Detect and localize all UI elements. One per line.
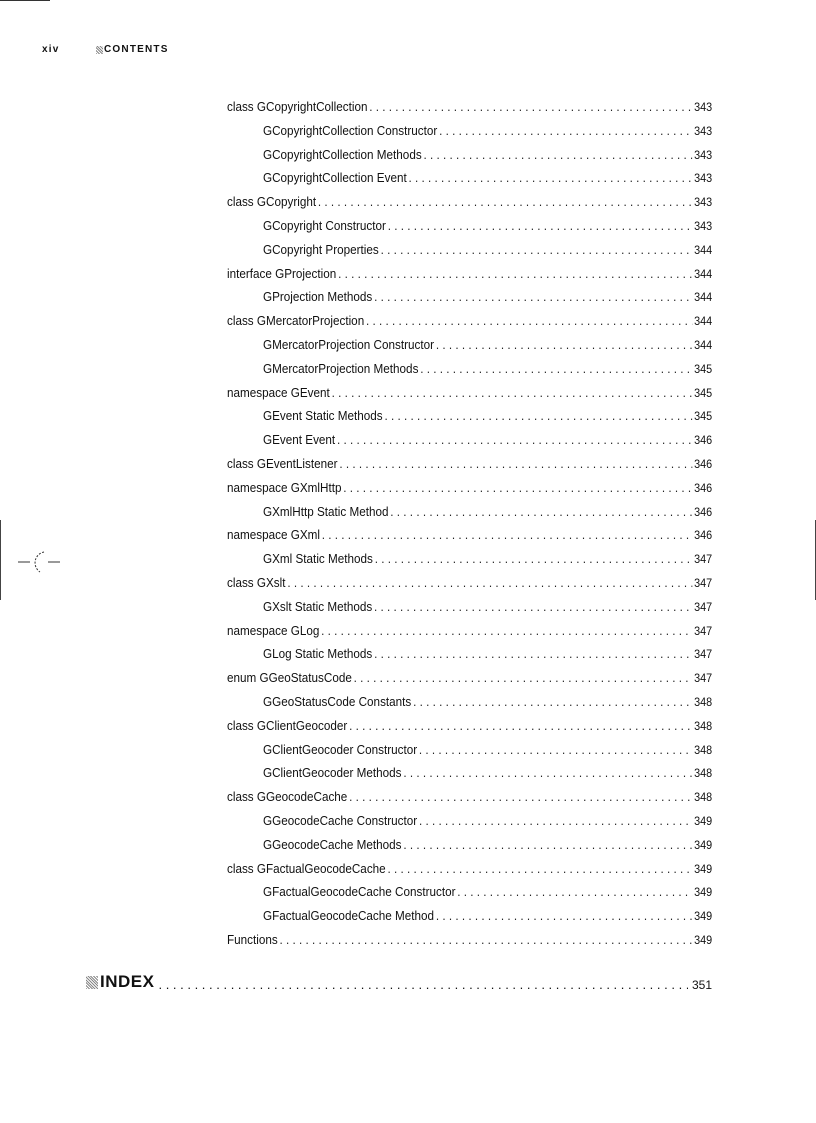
toc-page-number: 347 bbox=[694, 575, 713, 590]
toc-entry-label: GGeocodeCache Constructor bbox=[263, 812, 418, 828]
toc-subentry[interactable] bbox=[227, 336, 712, 360]
dot-leader bbox=[413, 693, 692, 711]
toc-entry-label: GCopyrightCollection Event bbox=[263, 170, 407, 186]
toc-entry[interactable] bbox=[227, 265, 712, 289]
toc-entry-label: GXml Static Methods bbox=[263, 551, 373, 567]
toc-page-number: 347 bbox=[694, 623, 713, 638]
dot-leader bbox=[369, 98, 692, 116]
toc-page-number: 344 bbox=[694, 314, 713, 329]
toc-page-number: 346 bbox=[694, 456, 713, 471]
toc-subentry[interactable] bbox=[227, 431, 712, 455]
toc-entry-label: class GClientGeocoder bbox=[227, 717, 348, 733]
toc-entry-label: GProjection Methods bbox=[263, 289, 373, 305]
left-crop-mark bbox=[0, 520, 1, 600]
toc-entry[interactable] bbox=[227, 669, 712, 693]
toc-entry-label: GCopyright Properties bbox=[263, 241, 379, 257]
dot-leader bbox=[322, 526, 692, 544]
toc-entry-label: GFactualGeocodeCache Method bbox=[263, 908, 435, 924]
toc-entry[interactable] bbox=[227, 788, 712, 812]
toc-page-number: 349 bbox=[694, 909, 713, 924]
toc-subentry[interactable] bbox=[227, 360, 712, 384]
dot-leader bbox=[374, 288, 692, 306]
toc-subentry[interactable] bbox=[227, 217, 712, 241]
toc-entry-label: GCopyrightCollection Constructor bbox=[263, 122, 438, 138]
toc-page-number: 348 bbox=[694, 742, 713, 757]
toc-page-number: 348 bbox=[694, 766, 713, 781]
toc-subentry[interactable] bbox=[227, 693, 712, 717]
toc-entry-label: namespace GXml bbox=[227, 527, 320, 543]
toc-entry-label: class GFactualGeocodeCache bbox=[227, 860, 386, 876]
toc-subentry[interactable] bbox=[227, 503, 712, 527]
toc-page-number: 349 bbox=[694, 861, 713, 876]
toc-entry-label: class GCopyrightCollection bbox=[227, 99, 368, 114]
toc-entry-label: interface GProjection bbox=[227, 265, 337, 281]
toc-subentry[interactable] bbox=[227, 146, 712, 170]
toc-subentry[interactable] bbox=[227, 241, 712, 265]
dot-leader bbox=[436, 336, 692, 354]
toc-entry-label: class GEventListener bbox=[227, 455, 338, 471]
registration-mark-icon bbox=[18, 548, 62, 576]
toc-entry-label: class GCopyright bbox=[227, 194, 317, 210]
toc-entry-label: namespace GXmlHttp bbox=[227, 479, 342, 495]
dot-leader bbox=[457, 883, 692, 901]
toc-entry-label: GMercatorProjection Constructor bbox=[263, 336, 435, 352]
toc-entry-label: GFactualGeocodeCache Constructor bbox=[263, 884, 456, 900]
toc-subentry[interactable] bbox=[227, 741, 712, 765]
dot-leader bbox=[332, 384, 693, 402]
dot-leader bbox=[384, 407, 692, 425]
toc-page-number: 346 bbox=[694, 504, 713, 519]
toc-page-number: 344 bbox=[694, 337, 713, 352]
toc-entry[interactable] bbox=[227, 717, 712, 741]
toc-entry-label: GLog Static Methods bbox=[263, 646, 373, 662]
toc-entry-label: class GXslt bbox=[227, 574, 286, 590]
toc-entry-label: GClientGeocoder Methods bbox=[263, 765, 402, 781]
dot-leader bbox=[419, 741, 692, 759]
toc-entry-label: GXslt Static Methods bbox=[263, 598, 373, 614]
toc-page-number: 345 bbox=[694, 361, 713, 376]
dot-leader bbox=[403, 764, 692, 782]
toc-page-number: 349 bbox=[694, 813, 713, 828]
toc-page-number: 346 bbox=[694, 528, 713, 543]
dot-leader bbox=[321, 622, 692, 640]
dot-leader bbox=[390, 503, 692, 521]
toc-entry-label: GEvent Static Methods bbox=[263, 408, 383, 424]
toc-entry[interactable] bbox=[227, 860, 712, 884]
dot-leader bbox=[436, 907, 692, 925]
dot-leader bbox=[375, 550, 693, 568]
toc-subentry[interactable] bbox=[227, 907, 712, 931]
toc-subentry[interactable] bbox=[227, 836, 712, 860]
toc-page-number: 344 bbox=[694, 242, 713, 257]
section-shade-icon bbox=[96, 46, 103, 54]
toc-entry[interactable] bbox=[227, 622, 712, 646]
toc-page-number: 347 bbox=[694, 599, 713, 614]
toc-page-number: 348 bbox=[694, 718, 713, 733]
header-page-number: xiv bbox=[42, 44, 60, 55]
toc-subentry[interactable] bbox=[227, 288, 712, 312]
dot-leader bbox=[337, 431, 692, 449]
toc-page-number: 343 bbox=[694, 100, 713, 114]
toc-entry[interactable] bbox=[227, 193, 712, 217]
toc-list bbox=[227, 98, 712, 955]
toc-subentry[interactable] bbox=[227, 645, 712, 669]
index-label: INDEX bbox=[100, 972, 155, 991]
toc-entry-label: namespace GLog bbox=[227, 622, 320, 638]
toc-entry[interactable] bbox=[227, 931, 712, 955]
toc-entry[interactable] bbox=[227, 455, 712, 479]
dot-leader bbox=[287, 574, 692, 592]
toc-entry[interactable] bbox=[227, 574, 712, 598]
toc-subentry[interactable] bbox=[227, 598, 712, 622]
toc-entry-label: GCopyright Constructor bbox=[263, 217, 386, 233]
toc-page-number: 346 bbox=[694, 480, 713, 495]
index-shade-icon bbox=[86, 976, 98, 989]
toc-entry-label: GEvent Event bbox=[263, 432, 336, 448]
dot-leader bbox=[387, 860, 692, 878]
dot-leader bbox=[354, 669, 693, 687]
top-crop-line bbox=[0, 0, 50, 1]
dot-leader bbox=[158, 977, 688, 992]
toc-page-number: 343 bbox=[694, 195, 713, 210]
dot-leader bbox=[318, 193, 692, 211]
dot-leader bbox=[280, 931, 693, 949]
dot-leader bbox=[349, 717, 692, 735]
toc-page-number: 348 bbox=[694, 694, 713, 709]
toc-entry-label: GCopyrightCollection Methods bbox=[263, 146, 422, 162]
toc-subentry[interactable] bbox=[227, 812, 712, 836]
toc-entry-label: GXmlHttp Static Method bbox=[263, 503, 389, 519]
running-header bbox=[42, 44, 169, 55]
index-label-wrap bbox=[86, 972, 154, 992]
toc-page-number: 343 bbox=[694, 123, 713, 138]
toc-subentry[interactable] bbox=[227, 883, 712, 907]
toc-subentry[interactable] bbox=[227, 764, 712, 788]
dot-leader bbox=[420, 360, 692, 378]
dot-leader bbox=[409, 169, 693, 187]
toc-entry[interactable] bbox=[227, 384, 712, 408]
dot-leader bbox=[366, 312, 692, 330]
toc-entry-label: GMercatorProjection Methods bbox=[263, 360, 419, 376]
index-page-number: 351 bbox=[691, 977, 712, 992]
toc-entry[interactable] bbox=[227, 312, 712, 336]
toc-entry[interactable] bbox=[227, 526, 712, 550]
toc-page-number: 349 bbox=[694, 932, 713, 947]
toc-page-number: 343 bbox=[694, 171, 713, 186]
toc-page-number: 348 bbox=[694, 790, 713, 805]
dot-leader bbox=[374, 645, 692, 663]
dot-leader bbox=[403, 836, 692, 854]
toc-entry[interactable] bbox=[227, 98, 712, 122]
toc-entry-label: class GMercatorProjection bbox=[227, 313, 365, 329]
toc-entry[interactable] bbox=[227, 479, 712, 503]
toc-entry-label: class GGeocodeCache bbox=[227, 789, 348, 805]
toc-page-number: 345 bbox=[694, 409, 713, 424]
dot-leader bbox=[339, 455, 692, 473]
toc-subentry[interactable] bbox=[227, 550, 712, 574]
toc-entry-label: GGeocodeCache Methods bbox=[263, 836, 402, 852]
dot-leader bbox=[343, 479, 692, 497]
toc-page-number: 349 bbox=[694, 837, 713, 852]
header-section-title: CONTENTS bbox=[104, 44, 169, 55]
toc-page-number: 346 bbox=[694, 433, 713, 448]
dot-leader bbox=[381, 241, 693, 259]
dot-leader bbox=[423, 146, 692, 164]
dot-leader bbox=[439, 122, 692, 140]
toc-subentry[interactable] bbox=[227, 122, 712, 146]
toc-entry-label: namespace GEvent bbox=[227, 384, 330, 400]
dot-leader bbox=[338, 265, 692, 283]
toc-entry-label: enum GGeoStatusCode bbox=[227, 670, 352, 686]
toc-entry-label: GGeoStatusCode Constants bbox=[263, 693, 412, 709]
dot-leader bbox=[374, 598, 692, 616]
toc-page-number: 343 bbox=[694, 147, 713, 162]
toc-entry-label: GClientGeocoder Constructor bbox=[263, 741, 418, 757]
toc-subentry[interactable] bbox=[227, 169, 712, 193]
toc-page-number: 344 bbox=[694, 290, 713, 305]
toc-entry-label: Functions bbox=[227, 931, 278, 947]
toc-page-number: 347 bbox=[694, 552, 713, 567]
toc-page-number: 347 bbox=[694, 647, 713, 662]
dot-leader bbox=[349, 788, 692, 806]
toc-page-number: 345 bbox=[694, 385, 713, 400]
toc-page-number: 349 bbox=[694, 885, 713, 900]
dot-leader bbox=[388, 217, 693, 235]
toc-subentry[interactable] bbox=[227, 407, 712, 431]
toc-page-number: 347 bbox=[694, 671, 713, 686]
dot-leader bbox=[419, 812, 692, 830]
toc-page-number: 344 bbox=[694, 266, 713, 281]
toc-page-number: 343 bbox=[694, 218, 713, 233]
toc-index-entry[interactable] bbox=[86, 972, 712, 992]
